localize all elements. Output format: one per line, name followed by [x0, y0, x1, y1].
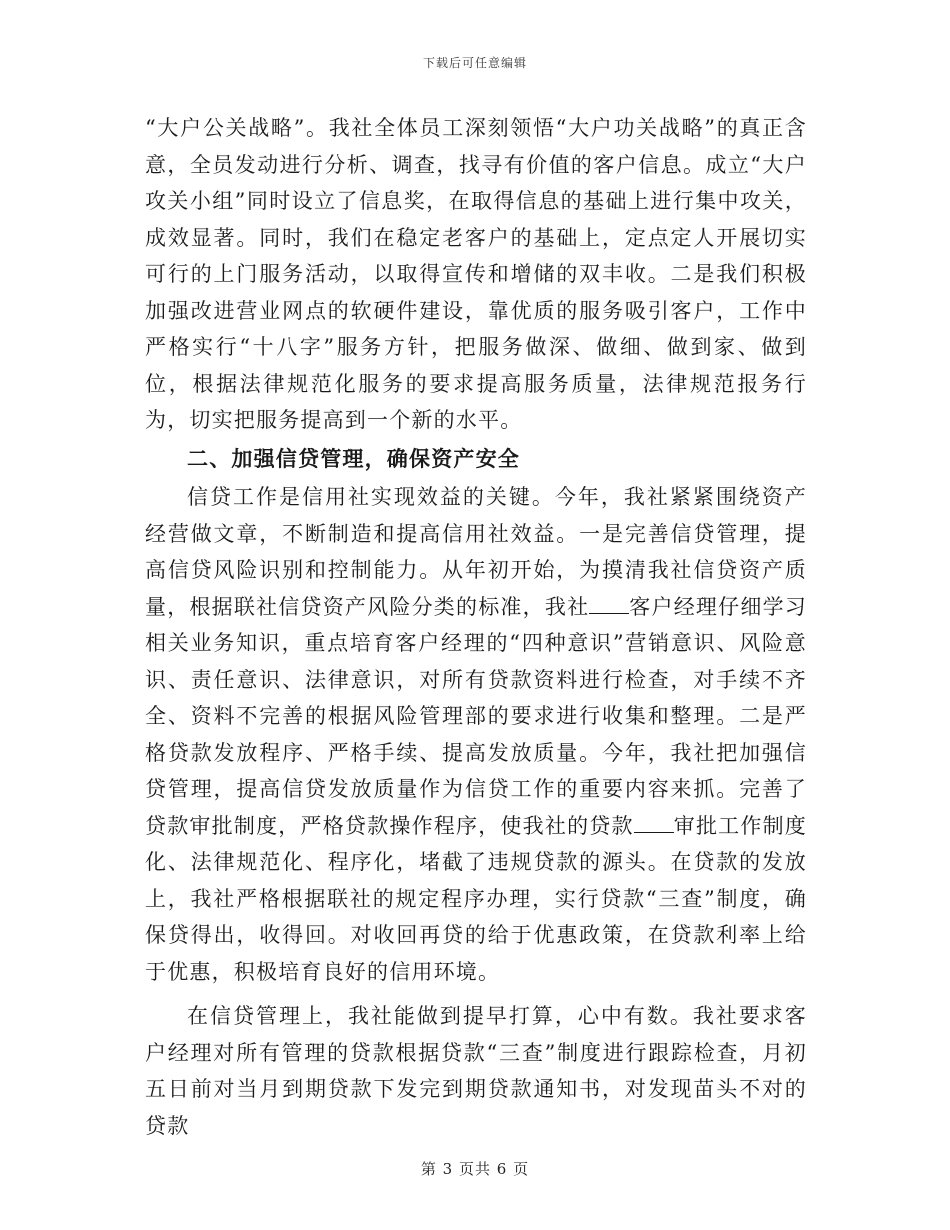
page-footer: 第 3 页共 6 页 [420, 1160, 530, 1178]
page-header: 下载后可任意编辑 [422, 56, 527, 70]
blank-underline [634, 812, 674, 833]
paragraph-text-part: 信贷工作是信用社实现效益的关键。今年，我社紧紧围绕资产经营做文章，不断制造和提高信用社效益。一是完善信贷管理，提高信贷风险识别和控制能力。从年初开始，为摸清我社信贷资产质量，根据联社信贷资产风险分类的标准，我社 [145, 485, 807, 619]
paragraph-text-part: 审批工作制度化、法律规范化、程序化，堵截了违规贷款的源头。在贷款的发放上，我社严格根据联社的规定程序办理，实行贷款“三查”制度，确保贷得出，收得回。对收回再贷的给于优惠政策，在贷款利率上给于优惠，积极培育良好的信用环境。 [145, 813, 808, 984]
paragraph-continuation: “大户公关战略”。我社全体员工深刻领悟“大户功关战略”的真正含意，全员发动进行分析、调查，找寻有价值的客户信息。成立“大户攻关小组”同时设立了信息奖，在取得信息的基础上进行集中攻关，成效显著。同时，我们在稳定老客户的基础上，定点定人开展切实可行的上门服务活动，以取得宣传和增储的双丰收。二是我们积极加强改进营业网点的软硬件建设，靠优质的服务吸引客户，工作中严格实行“十八字”服务方针，把服务做深、做细、做到家、做到位，根据法律规范化服务的要求提高服务质量，法律规范报务行为，切实把服务提高到一个新的水平。 [145, 116, 807, 432]
section-heading: 二、加强信贷管理，确保资产安全 [187, 445, 520, 471]
paragraph-text-part: 客户经理仔细学习相关业务知识，重点培育客户经理的“四种意识”营销意识、风险意识、责任意识、法律意识，对所有贷款资料进行检查，对手续不齐全、资料不完善的根据风险管理部的要求进行收集和整理。二是严格贷款发放程序、严格手续、提高发放质量。今年，我社把加强信贷管理，提高信贷发放质量作为信贷工作的重要内容来抓。完善了贷款审批制度，严格贷款操作程序，使我社的贷款 [145, 594, 807, 838]
paragraph-credit-work [145, 479, 807, 990]
document-body [145, 110, 807, 1144]
paragraph-credit-management: 在信贷管理上，我社能做到提早打算，心中有数。我社要求客户经理对所有管理的贷款根据贷款“三查”制度进行跟踪检查，月初五日前对当月到期贷款下发完到期贷款通知书，对发现苗头不对的贷款 [145, 1004, 807, 1138]
blank-underline [589, 593, 629, 614]
